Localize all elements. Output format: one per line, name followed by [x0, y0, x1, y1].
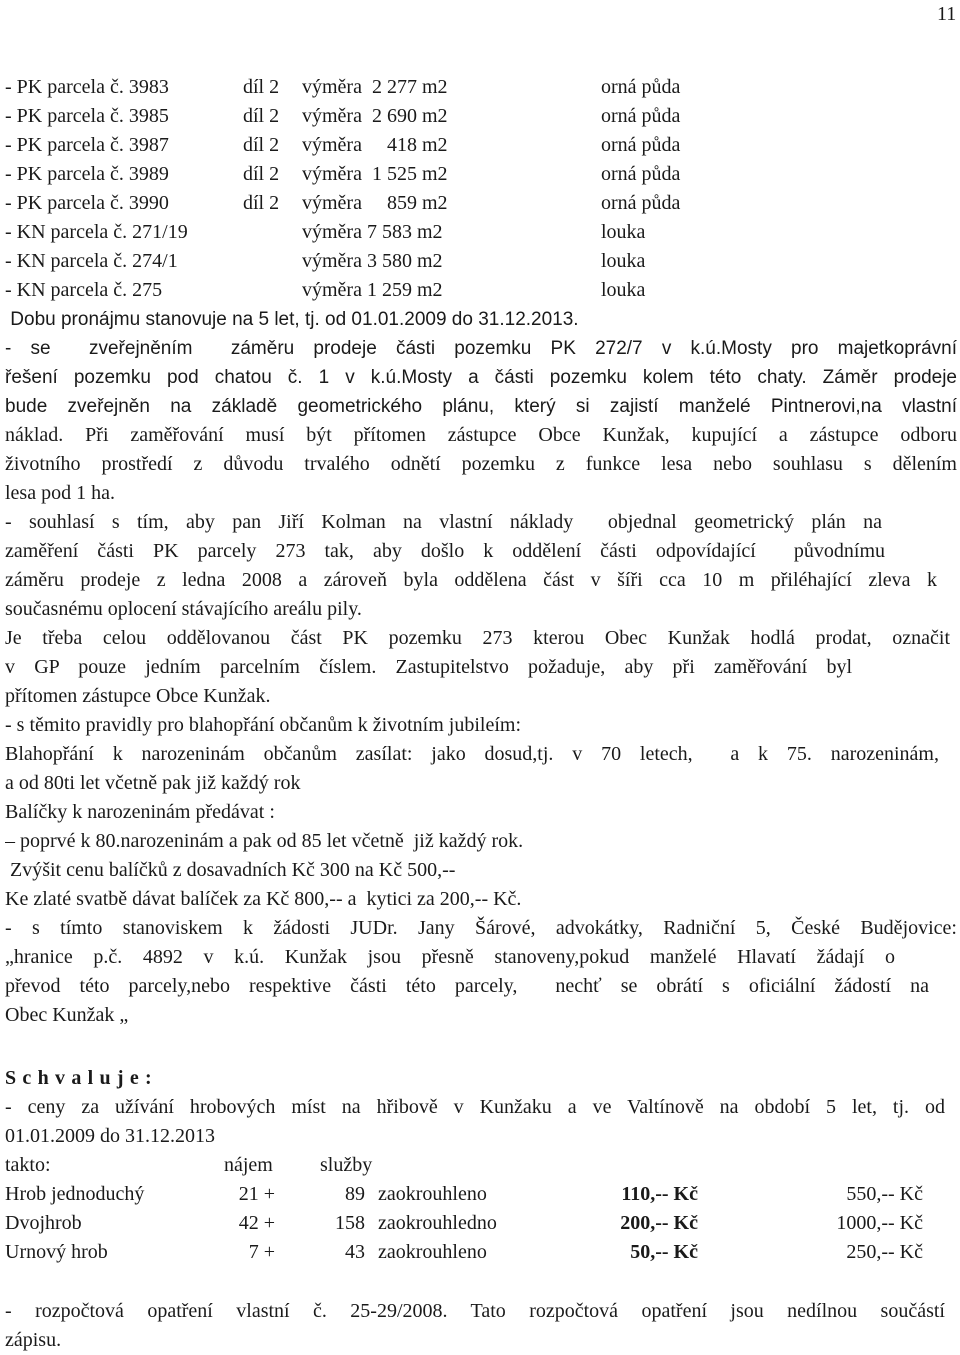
parcel-row: [5, 247, 646, 276]
body-line: současnému oplocení stávajícího areálu pily.: [5, 598, 362, 620]
approves-heading: Schvaluje:: [5, 1067, 158, 1089]
rounded-label: zaokrouhleno: [378, 1241, 487, 1263]
total-price: 550,-- Kč: [846, 1183, 923, 1205]
parcel-use: orná půda: [601, 76, 681, 98]
parcel-area: výměra 2 690 m2: [302, 105, 448, 127]
parcel-row: [5, 102, 681, 131]
parcel-area: výměra 3 580 m2: [302, 250, 443, 272]
parcel-use: louka: [601, 279, 646, 301]
parcel-label: - PK parcela č. 3983: [5, 76, 169, 98]
body-line: Balíčky k narozeninám předávat :: [5, 801, 275, 823]
parcel-label: - PK parcela č. 3985: [5, 105, 169, 127]
annual-price: 200,-- Kč: [620, 1212, 698, 1234]
closing-line: - rozpočtová opatření vlastní č. 25-29/2008. Tato rozpočtová opatření jsou nedílnou součástí: [5, 1300, 945, 1322]
services-value: 43: [345, 1241, 365, 1263]
rent-value: 7 +: [248, 1241, 275, 1263]
parcel-part: díl 2: [243, 76, 280, 98]
column-header-services: služby: [320, 1154, 373, 1176]
parcel-use: orná půda: [601, 192, 681, 214]
rent-value: 42 +: [238, 1212, 275, 1234]
rent-value: 21 +: [238, 1183, 275, 1205]
grave-type: Dvojhrob: [5, 1212, 82, 1234]
body-line: zaměření části PK parcely 273 tak, aby došlo k oddělení části odpovídající původnímu: [5, 540, 885, 562]
parcel-part: díl 2: [243, 134, 280, 156]
total-price: 250,-- Kč: [846, 1241, 923, 1263]
approves-line: - ceny za užívání hrobových míst na hřibově v Kunžaku a ve Valtínově na období 5 let, tj. od: [5, 1096, 945, 1118]
parcel-row: [5, 189, 681, 218]
parcel-part: díl 2: [243, 192, 280, 214]
parcel-row: [5, 218, 646, 247]
table-row: [5, 1180, 957, 1209]
body-line: Blahopřání k narozeninám občanům zasílat: jako dosud,tj. v 70 letech, a k 75. narozeninám,: [5, 743, 939, 765]
body-line: - s těmito pravidly pro blahopřání občanům k životním jubileím:: [5, 714, 522, 736]
body-line: záměru prodeje z ledna 2008 a zároveň byla oddělena část v šíři cca 10 m přiléhající zleva k: [5, 569, 937, 591]
services-value: 158: [335, 1212, 365, 1234]
body-line: bude zveřejněn na základě geometrického plánu, který si zajistí manželé Pintnerovi,na vlastní: [5, 396, 957, 417]
parcel-label: - PK parcela č. 3990: [5, 192, 169, 214]
table-row: [5, 1209, 957, 1238]
grave-type: Hrob jednoduchý: [5, 1183, 145, 1205]
parcel-label: - KN parcela č. 275: [5, 279, 163, 301]
body-line: Je třeba celou oddělovanou část PK pozemku 273 kterou Obec Kunžak hodlá prodat, označit: [5, 627, 950, 649]
column-header-rent: nájem: [224, 1154, 273, 1176]
parcel-use: louka: [601, 250, 646, 272]
parcel-use: orná půda: [601, 105, 681, 127]
parcel-row: [5, 131, 681, 160]
body-line: lesa pod 1 ha.: [5, 482, 115, 504]
body-line: Obec Kunžak „: [5, 1004, 129, 1026]
parcel-use: louka: [601, 221, 646, 243]
body-line: - se zveřejněním záměru prodeje části pozemku PK 272/7 v k.ú.Mosty pro majetkoprávní: [5, 338, 957, 359]
parcel-area: výměra 1 525 m2: [302, 163, 448, 185]
grave-type: Urnový hrob: [5, 1241, 108, 1263]
annual-price: 110,-- Kč: [621, 1183, 698, 1205]
annual-price: 50,-- Kč: [630, 1241, 698, 1263]
parcel-row: [5, 276, 646, 305]
parcel-part: díl 2: [243, 163, 280, 185]
rounded-label: zaokrouhledno: [378, 1212, 497, 1234]
body-line: řešení pozemku pod chatou č. 1 v k.ú.Mosty a části pozemku kolem této chaty. Záměr prodeje: [5, 367, 957, 388]
parcel-area: výměra 859 m2: [302, 192, 448, 214]
parcel-area: výměra 7 583 m2: [302, 221, 443, 243]
parcel-label: - PK parcela č. 3987: [5, 134, 169, 156]
body-line: životního prostředí z důvodu trvalého odnětí pozemku z funkce lesa nebo souhlasu s dělením: [5, 453, 957, 475]
parcel-label: - KN parcela č. 274/1: [5, 250, 178, 272]
body-line: v GP pouze jedním parcelním číslem. Zastupitelstvo požaduje, aby při zaměřování byl: [5, 656, 852, 678]
page-number: 11: [937, 3, 957, 25]
table-row: [5, 1238, 957, 1267]
parcel-area: výměra 2 277 m2: [302, 76, 448, 98]
body-line: a od 80ti let včetně pak již každý rok: [5, 772, 301, 794]
services-value: 89: [345, 1183, 365, 1205]
parcel-row: [5, 160, 681, 189]
parcel-area: výměra 418 m2: [302, 134, 448, 156]
parcel-label: - PK parcela č. 3989: [5, 163, 169, 185]
parcel-part: díl 2: [243, 105, 280, 127]
lease-period-text: Dobu pronájmu stanovuje na 5 let, tj. od 01.01.2009 do 31.12.2013.: [5, 309, 579, 330]
body-line: Zvýšit cenu balíčků z dosavadních Kč 300 na Kč 500,--: [5, 859, 456, 881]
body-line: – poprvé k 80.narozeninám a pak od 85 let včetně již každý rok.: [5, 830, 524, 852]
total-price: 1000,-- Kč: [836, 1212, 923, 1234]
body-line: „hranice p.č. 4892 v k.ú. Kunžak jsou přesně stanoveny,pokud manželé Hlavatí žádají o: [5, 946, 895, 968]
body-line: přítomen zástupce Obce Kunžak.: [5, 685, 271, 707]
parcel-row: [5, 73, 681, 102]
table-label: takto:: [5, 1154, 51, 1176]
approves-line: 01.01.2009 do 31.12.2013: [5, 1125, 215, 1147]
body-line: Ke zlaté svatbě dávat balíček za Kč 800,-- a kytici za 200,-- Kč.: [5, 888, 522, 910]
parcel-label: - KN parcela č. 271/19: [5, 221, 188, 243]
rounded-label: zaokrouhleno: [378, 1183, 487, 1205]
closing-line: zápisu.: [5, 1329, 62, 1351]
parcel-area: výměra 1 259 m2: [302, 279, 443, 301]
parcel-use: orná půda: [601, 134, 681, 156]
parcel-use: orná půda: [601, 163, 681, 185]
table-header-row: [5, 1151, 957, 1180]
body-line: převod této parcely,nebo respektive části této parcely, nechť se obrátí s oficiální žádostí na: [5, 975, 929, 997]
body-line: - s tímto stanoviskem k žádosti JUDr. Jany Šárové, advokátky, Radniční 5, České Budějovice:: [5, 917, 957, 939]
body-line: - souhlasí s tím, aby pan Jiří Kolman na vlastní náklady objednal geometrický plán na: [5, 511, 882, 533]
body-line: náklad. Při zaměřování musí být přítomen zástupce Obce Kunžak, kupující a zástupce odboru: [5, 424, 957, 446]
